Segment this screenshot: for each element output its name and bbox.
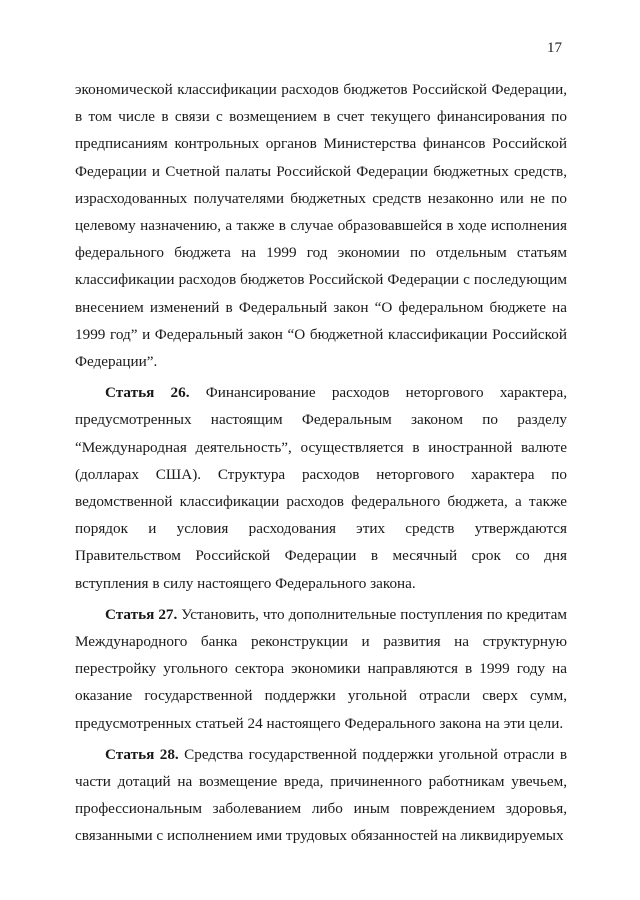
article-27: [75, 601, 567, 737]
article-text: Установить, что дополнительные поступления по кредитам Международного банка реконструкции и развития на структурную перестройку угольного сектора экономики направляются в 1999 году на оказание государственной поддержки угольной отрасли сверх сумм, предусмотренных статьей 24 настоящего Федерального закона на эти цели.: [75, 605, 567, 732]
article-heading: Статья 28.: [105, 745, 179, 763]
article-text: Финансирование расходов неторгового характера, предусмотренных настоящим Федеральным законом по разделу “Международная деятельность”, осуществляется в иностранной валюте (долларах США). Структура расходов неторгового характера по ведомственной классификации расходов федерального бюджета, а также порядок и условия расходования этих средств утверждаются Правительством Российской Федерации в месячный срок со дня вступления в силу настоящего Федерального закона.: [75, 384, 568, 592]
article-heading: Статья 26.: [105, 384, 190, 402]
article-28: [75, 741, 567, 850]
paragraph-text: экономической классификации расходов бюджетов Российской Федерации, в том числе в связи с возмещением в счет текущего финансирования по предписаниям контрольных органов Министерства финансов Российской Федерации и Счетной палаты Российской Федерации бюджетных средств, израсходованных получателями бюджетных средств незаконно или не по целевому назначению, а также в случае образовавшейся в ходе исполнения федерального бюджета на 1999 год экономии по отдельным статьям классификации расходов бюджетов Российской Федерации с последующим внесением изменений в Федеральный закон “О федеральном бюджете на 1999 год” и Федеральный закон “О бюджетной классификации Российской Федерации”.: [75, 81, 567, 371]
page-number: 17: [547, 40, 562, 56]
article-heading: Статья 27.: [105, 605, 178, 623]
paragraph-continuation: [75, 76, 567, 375]
article-26: [75, 379, 567, 597]
document-body: [75, 76, 567, 850]
article-text: Средства государственной поддержки угольной отрасли в части дотаций на возмещение вреда, причиненного работникам увечьем, профессиональным заболеванием либо иным повреждением здоровья, связанными с исполнением ими трудовых обязанностей на ликвидируемых: [75, 745, 567, 845]
